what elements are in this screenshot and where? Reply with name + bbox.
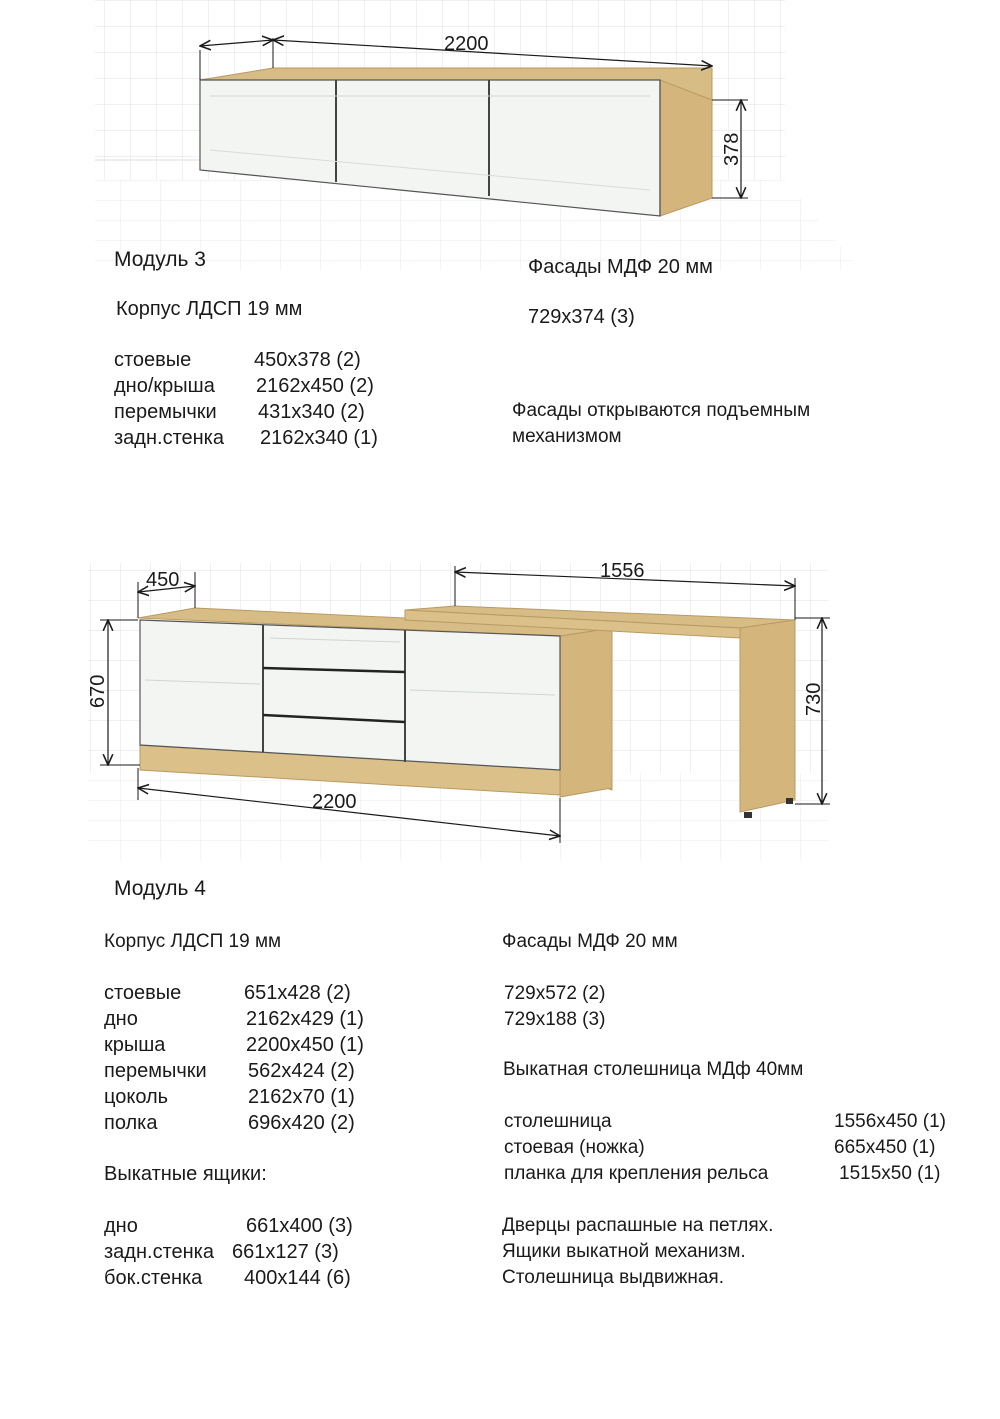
module4-drawer-value: 400х144 (6) (244, 1267, 351, 1289)
module4-facade-size: 729х572 (2) (504, 983, 606, 1004)
module4-dim-top-width: 1556 (600, 560, 645, 582)
module3-body-heading: Корпус ЛДСП 19 мм (116, 298, 303, 320)
module4-dim-table-height: 730 (803, 682, 825, 716)
module3-note: механизмом (512, 426, 622, 447)
module4-tabletop-value: 1556х450 (1) (834, 1111, 946, 1132)
module3-dim-height: 378 (721, 132, 743, 166)
module4-body-value: 696х420 (2) (248, 1112, 355, 1134)
module4-drawers-heading: Выкатные ящики: (104, 1163, 267, 1185)
module4-tabletop-label: столешница (504, 1111, 612, 1132)
module4-body-value: 2162х70 (1) (248, 1086, 355, 1108)
module4-body-label: крыша (104, 1034, 166, 1056)
module4-drawer-value: 661х127 (3) (232, 1241, 339, 1263)
module3-body-label: дно/крыша (114, 375, 215, 397)
module4-facades-heading: Фасады МДФ 20 мм (502, 931, 678, 952)
module4-tabletop-value: 665х450 (1) (834, 1137, 936, 1158)
module4-body-heading: Корпус ЛДСП 19 мм (104, 931, 282, 952)
module4-tabletop-value: 1515х50 (1) (839, 1163, 941, 1184)
module4-drawer-label: задн.стенка (104, 1241, 214, 1263)
module4-body-value: 2162х429 (1) (246, 1008, 364, 1030)
module4-body-label: перемычки (104, 1060, 207, 1082)
module3-facade-size: 729х374 (3) (528, 306, 635, 328)
module4-facade-size: 729х188 (3) (504, 1009, 606, 1030)
module4-dim-depth: 450 (146, 569, 180, 591)
module3-title: Модуль 3 (114, 248, 206, 271)
module4-tabletop-label: стоевая (ножка) (504, 1137, 645, 1158)
module3-body-value: 450х378 (2) (254, 349, 361, 371)
module4-body-value: 651х428 (2) (244, 982, 351, 1004)
module3-note: Фасады открываются подъемным (512, 400, 811, 421)
module4-drawer-value: 661х400 (3) (246, 1215, 353, 1237)
module4-body-label: полка (104, 1112, 158, 1134)
module4-dim-height: 670 (87, 674, 109, 708)
module3-body-label: задн.стенка (114, 427, 224, 449)
module4-tabletop-heading: Выкатная столешница МДф 40мм (503, 1059, 804, 1080)
module4-note: Дверцы распашные на петлях. (502, 1215, 774, 1236)
module3-dim-width: 2200 (444, 33, 489, 55)
module4-dim-width: 2200 (312, 791, 357, 813)
module3-facades-heading: Фасады МДФ 20 мм (528, 256, 713, 278)
module4-body-label: стоевые (104, 982, 182, 1004)
module3-body-label: перемычки (114, 401, 217, 423)
module3-body-label: стоевые (114, 349, 192, 371)
module3-body-value: 2162х340 (1) (260, 427, 378, 449)
module3-body-value: 2162х450 (2) (256, 375, 374, 397)
module4-body-label: цоколь (104, 1086, 169, 1108)
module4-drawer-label: бок.стенка (104, 1267, 203, 1289)
module4-body-value: 562х424 (2) (248, 1060, 355, 1082)
module3-drawing (95, 0, 860, 270)
module3-body-value: 431х340 (2) (258, 401, 365, 423)
module4-note: Ящики выкатной механизм. (502, 1241, 746, 1262)
module4-drawer-label: дно (104, 1215, 138, 1237)
module4-body-label: дно (104, 1008, 138, 1030)
module4-tabletop-label: планка для крепления рельса (504, 1163, 769, 1184)
module4-note: Столешница выдвижная. (502, 1267, 724, 1288)
module4-drawing (87, 560, 830, 860)
module4-body-value: 2200х450 (1) (246, 1034, 364, 1056)
module4-title: Модуль 4 (114, 877, 206, 900)
